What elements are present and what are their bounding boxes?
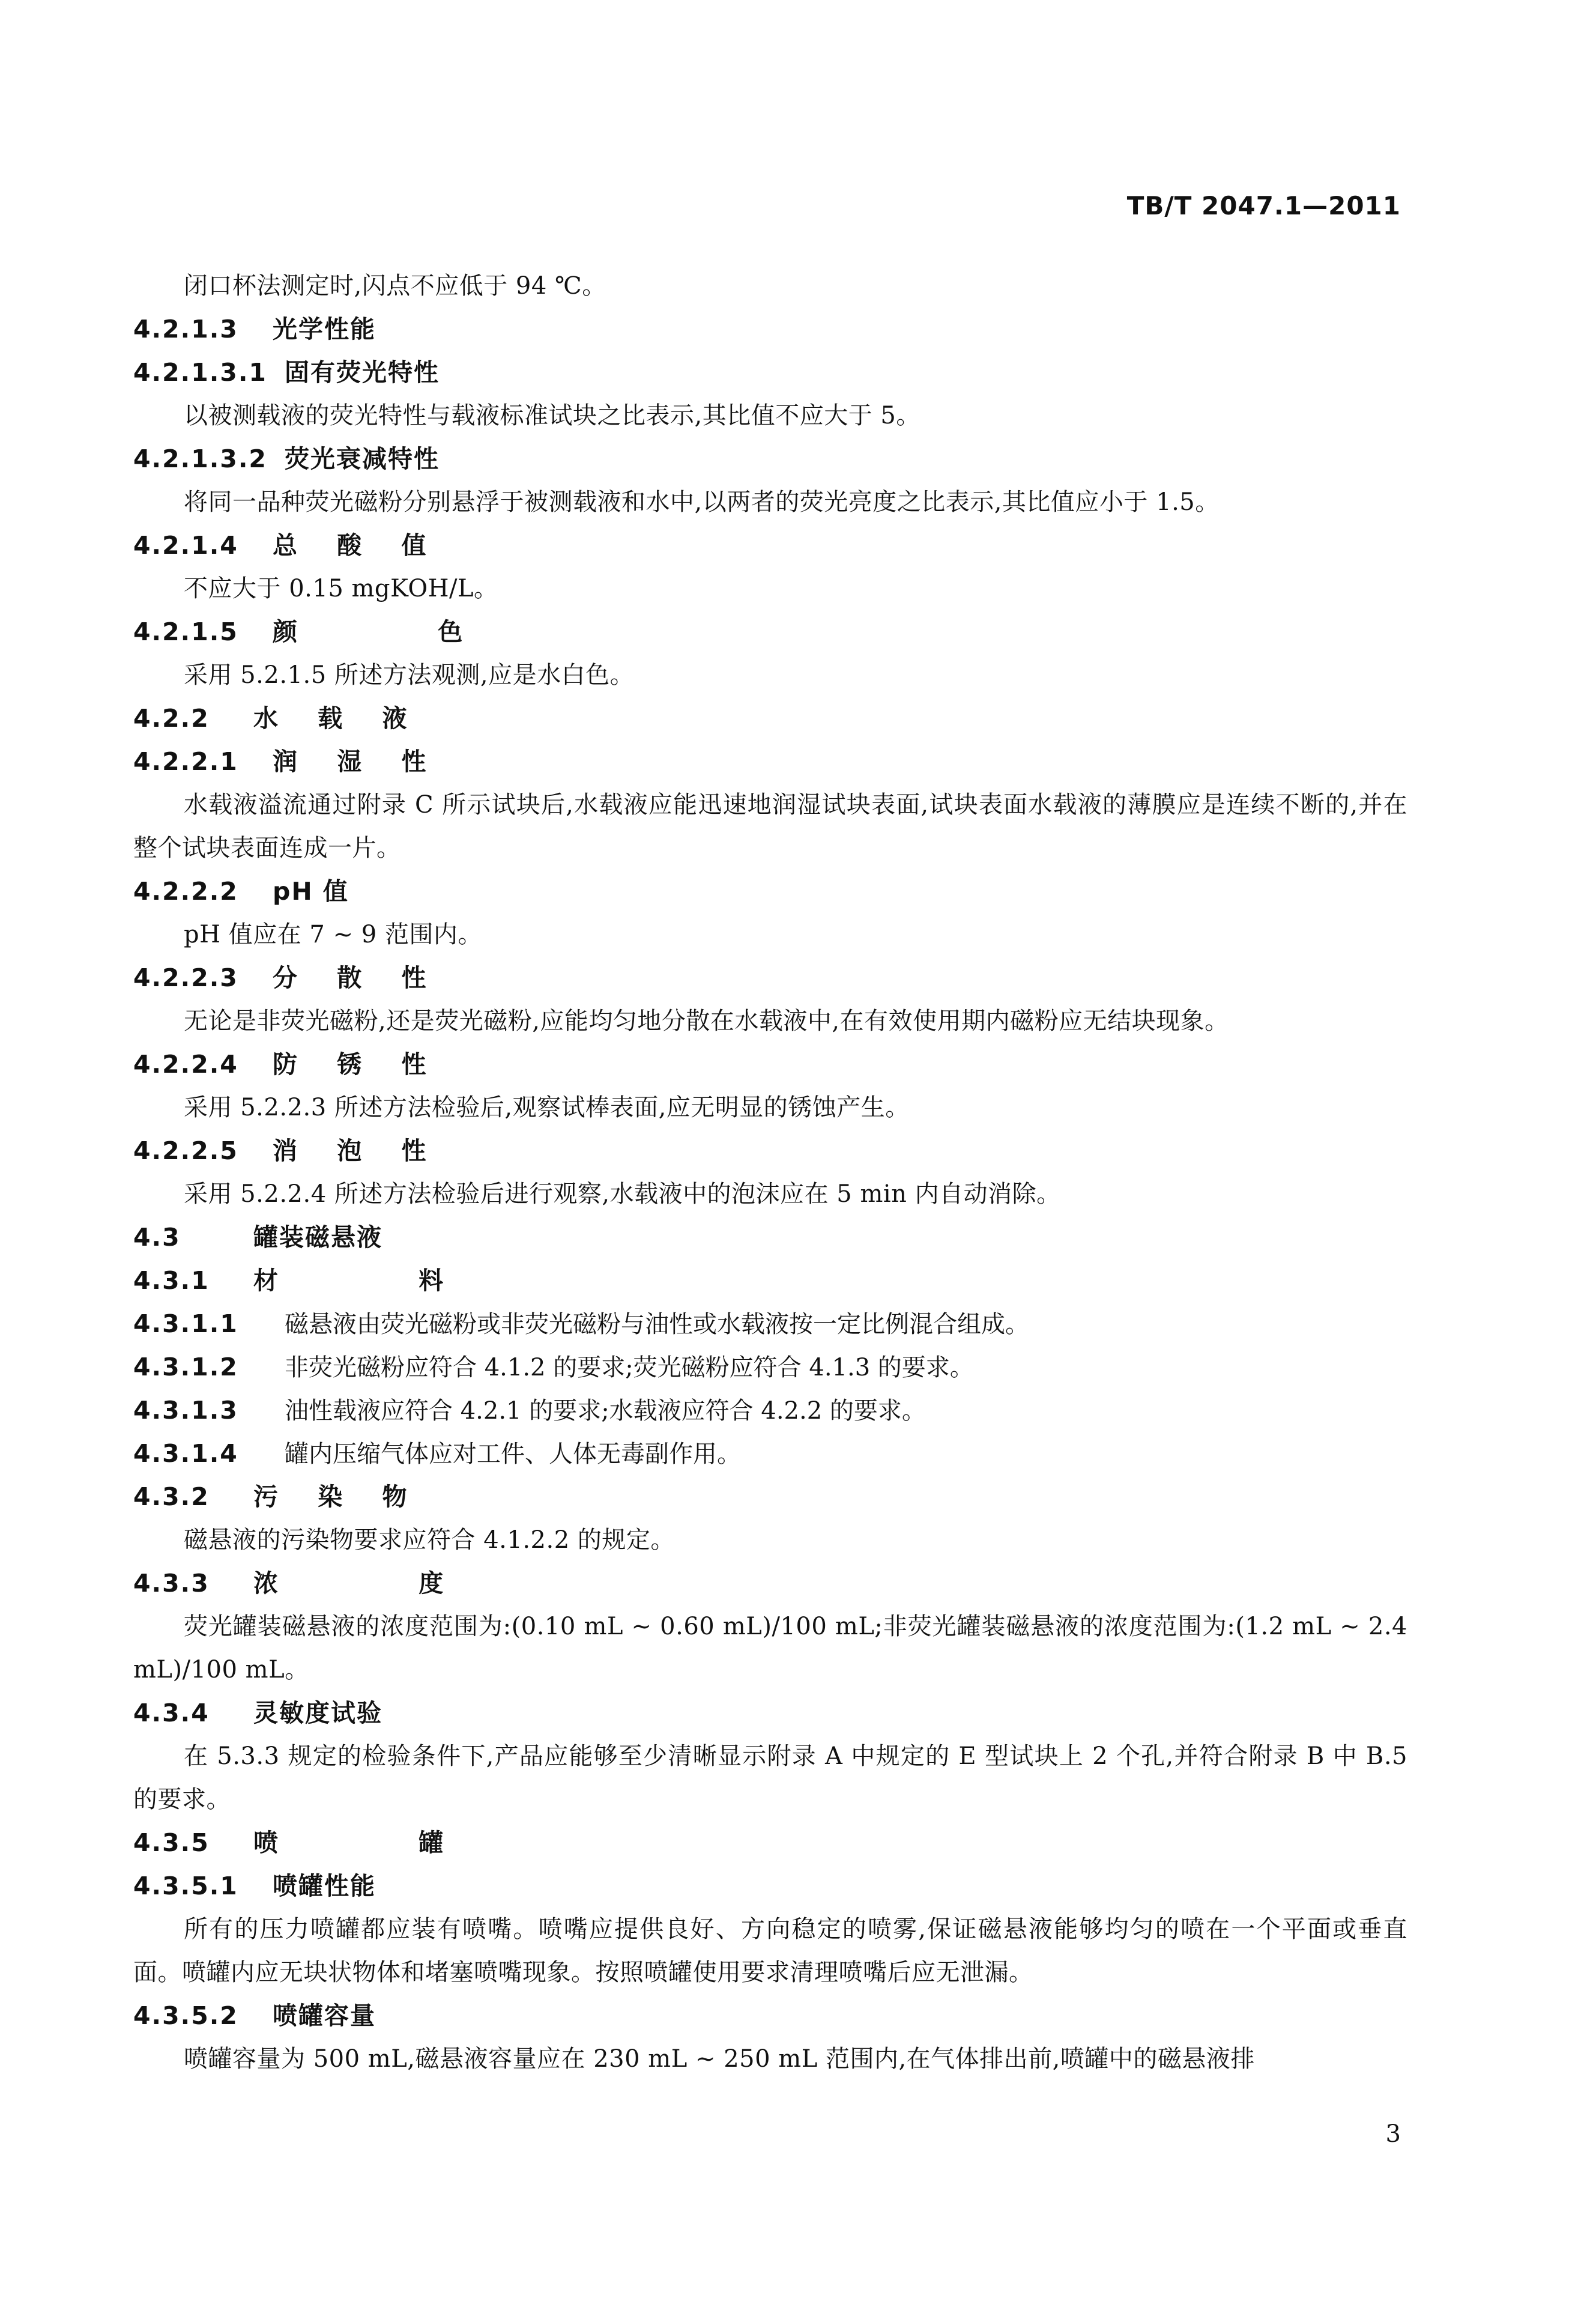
section-heading xyxy=(133,1994,1407,2037)
section-heading xyxy=(133,610,1407,653)
numbered-clause xyxy=(133,1432,1407,1475)
section-number: 4.2.1.5 xyxy=(133,617,238,646)
section-heading xyxy=(133,1864,1407,1908)
section-title: 消 泡 性 xyxy=(273,1136,442,1165)
section-title: 防 锈 性 xyxy=(273,1050,442,1079)
section-title: 喷 罐 xyxy=(253,1828,510,1857)
section-title: 污 染 物 xyxy=(253,1482,423,1511)
section-title: 水 载 液 xyxy=(253,704,423,733)
section-number: 4.3.1 xyxy=(133,1266,210,1295)
section-title: 浓 度 xyxy=(253,1569,510,1598)
section-heading xyxy=(133,870,1407,913)
section-title: 颜 色 xyxy=(273,617,529,646)
paragraph: pH 值应在 7 ~ 9 范围内。 xyxy=(184,921,482,948)
section-heading xyxy=(133,1691,1407,1735)
paragraph: 磁悬液的污染物要求应符合 4.1.2.2 的规定。 xyxy=(184,1526,675,1554)
clause-text: 非荧光磁粉应符合 4.1.2 的要求;荧光磁粉应符合 4.1.3 的要求。 xyxy=(285,1354,974,1381)
section-heading xyxy=(133,437,1407,480)
section-number: 4.2.1.3.1 xyxy=(133,358,267,387)
section-title: 灵敏度试验 xyxy=(253,1699,382,1727)
section-heading xyxy=(133,740,1407,783)
section-number: 4.2.2.1 xyxy=(133,747,238,776)
section-number: 4.3.4 xyxy=(133,1699,210,1727)
section-number: 4.2.2.5 xyxy=(133,1136,238,1165)
section-title: 润 湿 性 xyxy=(273,747,442,776)
paragraph: 将同一品种荧光磁粉分别悬浮于被测载液和水中,以两者的荧光亮度之比表示,其比值应小于 1.5。 xyxy=(184,488,1220,516)
paragraph: 所有的压力喷罐都应装有喷嘴。喷嘴应提供良好、方向稳定的喷雾,保证磁悬液能够均匀的喷在一个平面或垂直面。喷罐内应无块状物体和堵塞喷嘴现象。按照喷罐使用要求清理喷嘴后应无泄漏。 xyxy=(133,1915,1407,1986)
section-number: 4.3.5.1 xyxy=(133,1872,238,1900)
section-number: 4.2.2.4 xyxy=(133,1050,238,1079)
section-heading xyxy=(133,1259,1407,1302)
standard-code-header: TB/T 2047.1—2011 xyxy=(1126,191,1401,220)
section-number: 4.2.2.2 xyxy=(133,877,238,906)
section-number: 4.3 xyxy=(133,1223,181,1252)
section-heading xyxy=(133,1129,1407,1172)
section-heading xyxy=(133,1216,1407,1259)
section-heading xyxy=(133,524,1407,567)
section-title: 喷罐容量 xyxy=(273,2001,376,2030)
clause-text: 磁悬液由荧光磁粉或非荧光磁粉与油性或水载液按一定比例混合组成。 xyxy=(285,1311,1029,1338)
section-number: 4.2.1.4 xyxy=(133,531,238,560)
section-number: 4.2.2 xyxy=(133,704,210,733)
section-heading xyxy=(133,308,1407,351)
section-number: 4.2.2.3 xyxy=(133,963,238,992)
section-title: 荧光衰减特性 xyxy=(285,444,440,473)
section-title: 罐装磁悬液 xyxy=(253,1223,382,1252)
section-heading xyxy=(133,1821,1407,1864)
numbered-clause xyxy=(133,1345,1407,1389)
section-number: 4.3.5.2 xyxy=(133,2001,238,2030)
clause-text: 罐内压缩气体应对工件、人体无毒副作用。 xyxy=(285,1440,741,1468)
section-number: 4.3.2 xyxy=(133,1482,210,1511)
section-number: 4.2.1.3.2 xyxy=(133,444,267,473)
section-title: pH 值 xyxy=(273,877,349,906)
clause-number: 4.3.1.2 xyxy=(133,1353,238,1381)
section-heading xyxy=(133,1043,1407,1086)
section-number: 4.2.1.3 xyxy=(133,315,238,344)
numbered-clause xyxy=(133,1302,1407,1345)
clause-number: 4.3.1.1 xyxy=(133,1309,238,1338)
numbered-clause xyxy=(133,1389,1407,1432)
section-heading xyxy=(133,956,1407,999)
paragraph: 无论是非荧光磁粉,还是荧光磁粉,应能均匀地分散在水载液中,在有效使用期内磁粉应无结块现象。 xyxy=(184,1007,1229,1035)
section-title: 分 散 性 xyxy=(273,963,442,992)
paragraph: 采用 5.2.2.4 所述方法检验后进行观察,水载液中的泡沫应在 5 min 内自动消除。 xyxy=(184,1180,1061,1208)
paragraph: 水载液溢流通过附录 C 所示试块后,水载液应能迅速地润湿试块表面,试块表面水载液的薄膜应是连续不断的,并在整个试块表面连成一片。 xyxy=(133,791,1407,862)
paragraph: 以被测载液的荧光特性与载液标准试块之比表示,其比值不应大于 5。 xyxy=(184,402,920,429)
paragraph: 采用 5.2.1.5 所述方法观测,应是水白色。 xyxy=(184,661,635,689)
paragraph: 闭口杯法测定时,闪点不应低于 94 ℃。 xyxy=(184,272,606,300)
clause-number: 4.3.1.4 xyxy=(133,1439,238,1468)
section-number: 4.3.3 xyxy=(133,1569,210,1598)
section-number: 4.3.5 xyxy=(133,1828,210,1857)
section-heading xyxy=(133,351,1407,394)
section-title: 喷罐性能 xyxy=(273,1872,376,1900)
clause-number: 4.3.1.3 xyxy=(133,1396,238,1425)
document-body xyxy=(133,264,1407,2081)
paragraph: 不应大于 0.15 mgKOH/L。 xyxy=(184,575,498,602)
section-title: 固有荧光特性 xyxy=(285,358,440,387)
paragraph: 采用 5.2.2.3 所述方法检验后,观察试棒表面,应无明显的锈蚀产生。 xyxy=(184,1094,910,1121)
section-title: 总 酸 值 xyxy=(273,531,442,560)
section-title: 光学性能 xyxy=(273,315,376,344)
paragraph: 荧光罐装磁悬液的浓度范围为:(0.10 mL ~ 0.60 mL)/100 mL;非荧光罐装磁悬液的浓度范围为:(1.2 mL ~ 2.4 mL)/100 mL。 xyxy=(133,1613,1407,1684)
page-number: 3 xyxy=(1385,2120,1401,2148)
section-heading xyxy=(133,1475,1407,1518)
paragraph: 喷罐容量为 500 mL,磁悬液容量应在 230 mL ~ 250 mL 范围内,在气体排出前,喷罐中的磁悬液排 xyxy=(184,2045,1255,2073)
section-heading xyxy=(133,1562,1407,1605)
section-title: 材 料 xyxy=(253,1266,510,1295)
section-heading xyxy=(133,697,1407,740)
paragraph: 在 5.3.3 规定的检验条件下,产品应能够至少清晰显示附录 A 中规定的 E 型试块上 2 个孔,并符合附录 B 中 B.5 的要求。 xyxy=(133,1742,1407,1813)
clause-text: 油性载液应符合 4.2.1 的要求;水载液应符合 4.2.2 的要求。 xyxy=(285,1397,926,1425)
